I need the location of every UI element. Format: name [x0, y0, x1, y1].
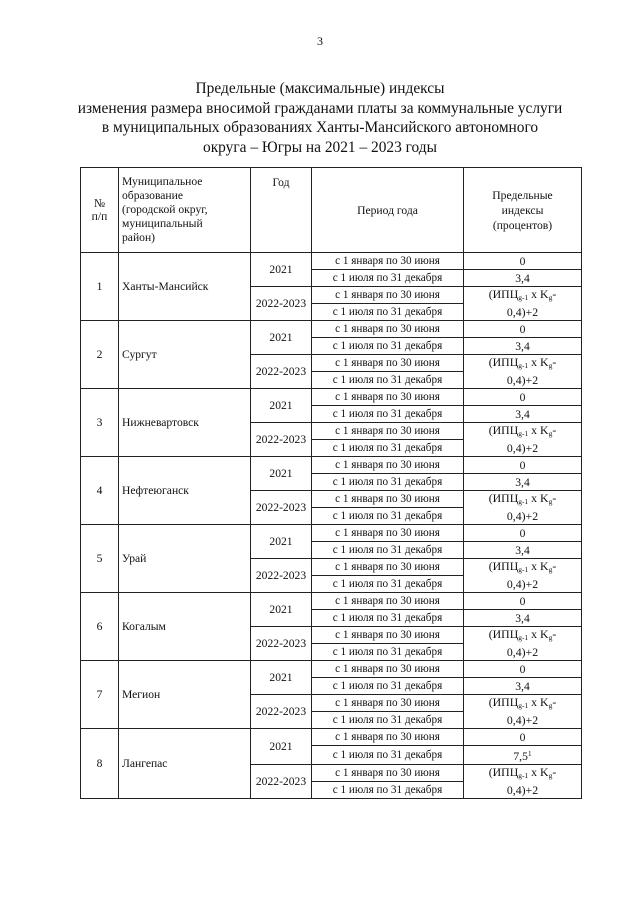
year-cell: 2021: [251, 389, 312, 423]
formula-dash: -: [552, 695, 557, 709]
index-value: [464, 406, 582, 423]
year-cell: 2022-2023: [251, 423, 312, 457]
formula-dash: -: [552, 559, 557, 573]
period-cell: с 1 июля по 31 декабря: [312, 508, 464, 525]
index-value: 0: [464, 729, 582, 746]
municipality-name: Когалым: [119, 593, 251, 661]
period-cell: с 1 января по 30 июня: [312, 389, 464, 406]
formula-open: (ИПЦ: [488, 559, 519, 573]
header-municipality-line: район): [122, 231, 156, 244]
formula-open: (ИПЦ: [488, 695, 519, 709]
index-value: [464, 270, 582, 287]
index-value-text: 3,4: [515, 543, 530, 557]
table-header: [81, 168, 582, 253]
index-value-text: 3,4: [515, 611, 530, 625]
document-title: [0, 79, 640, 157]
formula-line-2: 0,4)+2: [506, 783, 539, 797]
year-cell: 2022-2023: [251, 491, 312, 525]
period-cell: с 1 января по 30 июня: [312, 491, 464, 508]
year-cell: 2022-2023: [251, 559, 312, 593]
formula-mid: x K: [528, 355, 549, 369]
formula-mid: x K: [528, 491, 549, 505]
period-cell: с 1 января по 30 июня: [312, 287, 464, 304]
header-municipality-line: муниципальный: [122, 217, 203, 230]
formula-open: (ИПЦ: [488, 765, 519, 779]
header-municipality-line: Муниципальное: [122, 175, 203, 188]
period-cell: с 1 июля по 31 декабря: [312, 338, 464, 355]
header-number: [81, 168, 119, 253]
formula-sub-year: g: [548, 429, 553, 438]
formula-open: (ИПЦ: [488, 355, 519, 369]
formula-line-2: 0,4)+2: [506, 509, 539, 523]
year-cell: 2022-2023: [251, 627, 312, 661]
index-formula: [464, 423, 582, 457]
index-value-text: 3,4: [515, 679, 530, 693]
year-cell: 2021: [251, 525, 312, 559]
formula-sub-prev-year: g-1: [518, 361, 529, 370]
period-cell: с 1 января по 30 июня: [312, 457, 464, 474]
table-row: [81, 661, 582, 678]
period-cell: с 1 января по 30 июня: [312, 765, 464, 782]
index-value: 0: [464, 457, 582, 474]
period-cell: с 1 января по 30 июня: [312, 423, 464, 440]
formula-open: (ИПЦ: [488, 287, 519, 301]
period-cell: с 1 января по 30 июня: [312, 661, 464, 678]
index-value: 0: [464, 321, 582, 338]
row-number: 6: [81, 593, 119, 661]
year-cell: 2021: [251, 321, 312, 355]
index-formula: [464, 695, 582, 729]
period-cell: с 1 июля по 31 декабря: [312, 440, 464, 457]
period-cell: с 1 июля по 31 декабря: [312, 406, 464, 423]
row-number: 2: [81, 321, 119, 389]
header-municipality-line: образование: [122, 189, 183, 202]
index-value: 0: [464, 389, 582, 406]
period-cell: с 1 января по 30 июня: [312, 321, 464, 338]
formula-open: (ИПЦ: [488, 423, 519, 437]
index-value-text: 3,4: [515, 339, 530, 353]
municipality-name: Ханты-Мансийск: [119, 253, 251, 321]
header-municipality: [119, 168, 251, 253]
formula-sub-prev-year: g-1: [518, 497, 529, 506]
period-cell: с 1 января по 30 июня: [312, 695, 464, 712]
formula-line-2: 0,4)+2: [506, 577, 539, 591]
header-row: [81, 168, 582, 253]
formula-sub-prev-year: g-1: [518, 565, 529, 574]
formula-sub-year: g: [548, 701, 553, 710]
year-cell: 2021: [251, 457, 312, 491]
index-value: [464, 610, 582, 627]
index-value: [464, 474, 582, 491]
municipality-name: Мегион: [119, 661, 251, 729]
header-number-line: №: [93, 197, 106, 210]
period-cell: с 1 июля по 31 декабря: [312, 270, 464, 287]
index-value: 0: [464, 593, 582, 610]
period-cell: с 1 июля по 31 декабря: [312, 644, 464, 661]
formula-sub-year: g: [548, 293, 553, 302]
period-cell: с 1 июля по 31 декабря: [312, 474, 464, 491]
index-formula: [464, 355, 582, 389]
index-value: [464, 678, 582, 695]
table-row: [81, 389, 582, 406]
period-cell: с 1 июля по 31 декабря: [312, 576, 464, 593]
formula-sub-prev-year: g-1: [518, 293, 529, 302]
header-index-line: Предельные: [492, 188, 553, 202]
row-number: 1: [81, 253, 119, 321]
title-line-3: в муниципальных образованиях Ханты-Мансийского автономного: [101, 119, 539, 136]
index-formula: [464, 765, 582, 799]
index-value-text: 3,4: [515, 475, 530, 489]
formula-line-2: 0,4)+2: [506, 373, 539, 387]
period-cell: с 1 июля по 31 декабря: [312, 712, 464, 729]
index-formula: [464, 559, 582, 593]
period-cell: с 1 июля по 31 декабря: [312, 610, 464, 627]
header-municipality-line: (городской округ,: [122, 203, 208, 216]
index-value-text: 3,4: [515, 271, 530, 285]
formula-dash: -: [552, 627, 557, 641]
formula-mid: x K: [528, 695, 549, 709]
period-cell: с 1 января по 30 июня: [312, 525, 464, 542]
period-cell: с 1 июля по 31 декабря: [312, 746, 464, 765]
row-number: 4: [81, 457, 119, 525]
index-table: [80, 167, 582, 799]
formula-sub-prev-year: g-1: [518, 701, 529, 710]
municipality-name: Нефтеюганск: [119, 457, 251, 525]
row-number: 7: [81, 661, 119, 729]
period-cell: с 1 января по 30 июня: [312, 253, 464, 270]
period-cell: с 1 июля по 31 декабря: [312, 542, 464, 559]
formula-mid: x K: [528, 287, 549, 301]
index-value: [464, 746, 582, 765]
formula-sub-prev-year: g-1: [518, 633, 529, 642]
formula-mid: x K: [528, 559, 549, 573]
formula-sub-prev-year: g-1: [518, 771, 529, 780]
header-index-line: (процентов): [492, 218, 553, 232]
year-cell: 2022-2023: [251, 355, 312, 389]
municipality-name: Урай: [119, 525, 251, 593]
year-cell: 2021: [251, 729, 312, 765]
table-row: [81, 457, 582, 474]
header-period: Период года: [312, 168, 464, 253]
index-value-text: 3,4: [515, 407, 530, 421]
formula-sub-year: g: [548, 771, 553, 780]
formula-mid: x K: [528, 627, 549, 641]
year-cell: 2022-2023: [251, 765, 312, 799]
index-value: [464, 542, 582, 559]
header-index-line: индексы: [501, 203, 544, 217]
period-cell: с 1 января по 30 июня: [312, 729, 464, 746]
period-cell: с 1 января по 30 июня: [312, 559, 464, 576]
formula-sub-year: g: [548, 633, 553, 642]
index-value: 0: [464, 661, 582, 678]
footnote-mark: 1: [527, 749, 532, 758]
table-row: [81, 253, 582, 270]
title-line-2: изменения размера вносимой гражданами платы за коммунальные услуги: [77, 99, 563, 117]
formula-open: (ИПЦ: [488, 627, 519, 641]
formula-dash: -: [552, 287, 557, 301]
index-value-text: 7,5: [513, 750, 528, 763]
period-cell: с 1 января по 30 июня: [312, 593, 464, 610]
index-value: 0: [464, 525, 582, 542]
formula-line-2: 0,4)+2: [506, 441, 539, 455]
formula-mid: x K: [528, 765, 549, 779]
formula-dash: -: [552, 491, 557, 505]
title-line-1: Предельные (максимальные) индексы: [195, 80, 445, 97]
index-formula: [464, 491, 582, 525]
municipality-name: Сургут: [119, 321, 251, 389]
row-number: 5: [81, 525, 119, 593]
formula-dash: -: [552, 423, 557, 437]
table-row: [81, 593, 582, 610]
formula-open: (ИПЦ: [488, 491, 519, 505]
formula-line-2: 0,4)+2: [506, 713, 539, 727]
index-value: [464, 338, 582, 355]
formula-sub-year: g: [548, 361, 553, 370]
year-cell: 2021: [251, 253, 312, 287]
period-cell: с 1 июля по 31 декабря: [312, 372, 464, 389]
formula-sub-year: g: [548, 497, 553, 506]
header-year: Год: [251, 168, 312, 253]
formula-sub-prev-year: g-1: [518, 429, 529, 438]
table-body: [81, 253, 582, 799]
period-cell: с 1 января по 30 июня: [312, 355, 464, 372]
table-row: [81, 729, 582, 746]
index-value: 0: [464, 253, 582, 270]
municipality-name: Нижневартовск: [119, 389, 251, 457]
year-cell: 2022-2023: [251, 695, 312, 729]
table-row: [81, 321, 582, 338]
municipality-name: Лангепас: [119, 729, 251, 799]
page-number: 3: [317, 34, 323, 48]
year-cell: 2022-2023: [251, 287, 312, 321]
header-index: [464, 168, 582, 253]
title-line-4: округа – Югры на 2021 – 2023 годы: [203, 138, 437, 156]
period-cell: с 1 января по 30 июня: [312, 627, 464, 644]
formula-dash: -: [552, 355, 557, 369]
period-cell: с 1 июля по 31 декабря: [312, 678, 464, 695]
formula-line-2: 0,4)+2: [506, 645, 539, 659]
index-formula: [464, 287, 582, 321]
formula-dash: -: [552, 765, 557, 779]
period-cell: с 1 июля по 31 декабря: [312, 304, 464, 321]
formula-mid: x K: [528, 423, 549, 437]
period-cell: с 1 июля по 31 декабря: [312, 782, 464, 799]
formula-line-2: 0,4)+2: [506, 305, 539, 319]
table-row: [81, 525, 582, 542]
index-formula: [464, 627, 582, 661]
year-cell: 2021: [251, 661, 312, 695]
row-number: 3: [81, 389, 119, 457]
formula-sub-year: g: [548, 565, 553, 574]
year-cell: 2021: [251, 593, 312, 627]
header-number-line: п/п: [91, 210, 108, 223]
row-number: 8: [81, 729, 119, 799]
